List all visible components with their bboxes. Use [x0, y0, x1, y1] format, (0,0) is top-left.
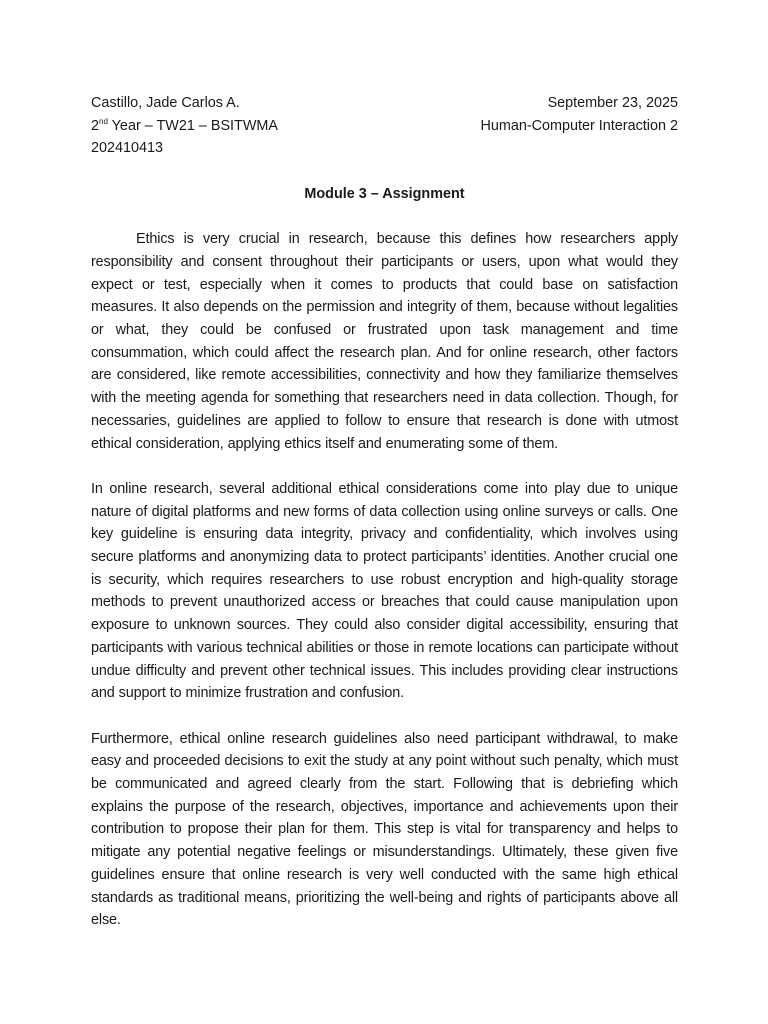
document-page — [91, 92, 678, 955]
paragraph-1: Ethics is very crucial in research, because this defines how researchers apply responsibility and consent throughout their participants or users, upon what would they expect or test, especially when it comes to products that could base on satisfaction measures. It also depends on the permission and integrity of them, because without legalities or what, they could be confused or frustrated upon task management and time consummation, which could affect the research plan. And for online research, other factors are considered, like remote accessibilities, connectivity and how they familiarize themselves with the meeting agenda for something that researchers need in data collection. Though, for necessaries, guidelines are applied to follow to ensure that research is done with utmost ethical consideration, applying ethics itself and enumerating some of them. — [91, 231, 678, 452]
student-year-section — [91, 115, 278, 138]
student-name: Castillo, Jade Carlos A. — [91, 95, 240, 111]
course-name: Human-Computer Interaction 2 — [480, 117, 678, 134]
student-info — [91, 92, 278, 160]
paragraph-2: In online research, several additional ethical considerations come into play due to unique nature of digital platforms and new forms of data collection using online surveys or calls. One key guideline is ensuring data integrity, privacy and confidentiality, which involves using secure platforms and anonymizing data to protect participants’ identities. Another crucial one is security, which requires researchers to use robust encryption and high-quality storage methods to prevent unauthorized access or breaches that could cause manipulation upon exposure to unknown sources. They could also consider digital accessibility, ensuring that participants with various technical abilities or those in remote locations can participate without undue difficulty and prevent other technical issues. This includes providing clear instructions and support to minimize frustration and confusion. — [91, 480, 678, 702]
assignment-info — [480, 92, 678, 160]
document-title: Module 3 – Assignment — [304, 185, 465, 202]
student-id: 202410413 — [91, 140, 164, 157]
submission-date: September 23, 2025 — [547, 95, 678, 111]
paragraph-3: Furthermore, ethical online research guidelines also need participant withdrawal, to make easy and proceeded decisions to exit the study at any point without such penalty, which must be communicated and agreed clearly from the start. Following that is debriefing which explains the purpose of the research, objectives, importance and achievements upon their contribution to propose their plan for them. This step is vital for transparency and helps to mitigate any potential negative feelings or misunderstandings. Ultimately, these given five guidelines ensure that online research is very well conducted with the same high ethical standards as traditional means, prioritizing the well-being and rights of participants above all else. — [91, 730, 678, 929]
year-number: 2 — [91, 117, 100, 134]
document-header — [91, 92, 678, 160]
year-section-program: Year – TW21 – BSITWMA — [107, 117, 279, 134]
year-ordinal-suffix: nd — [99, 116, 108, 126]
